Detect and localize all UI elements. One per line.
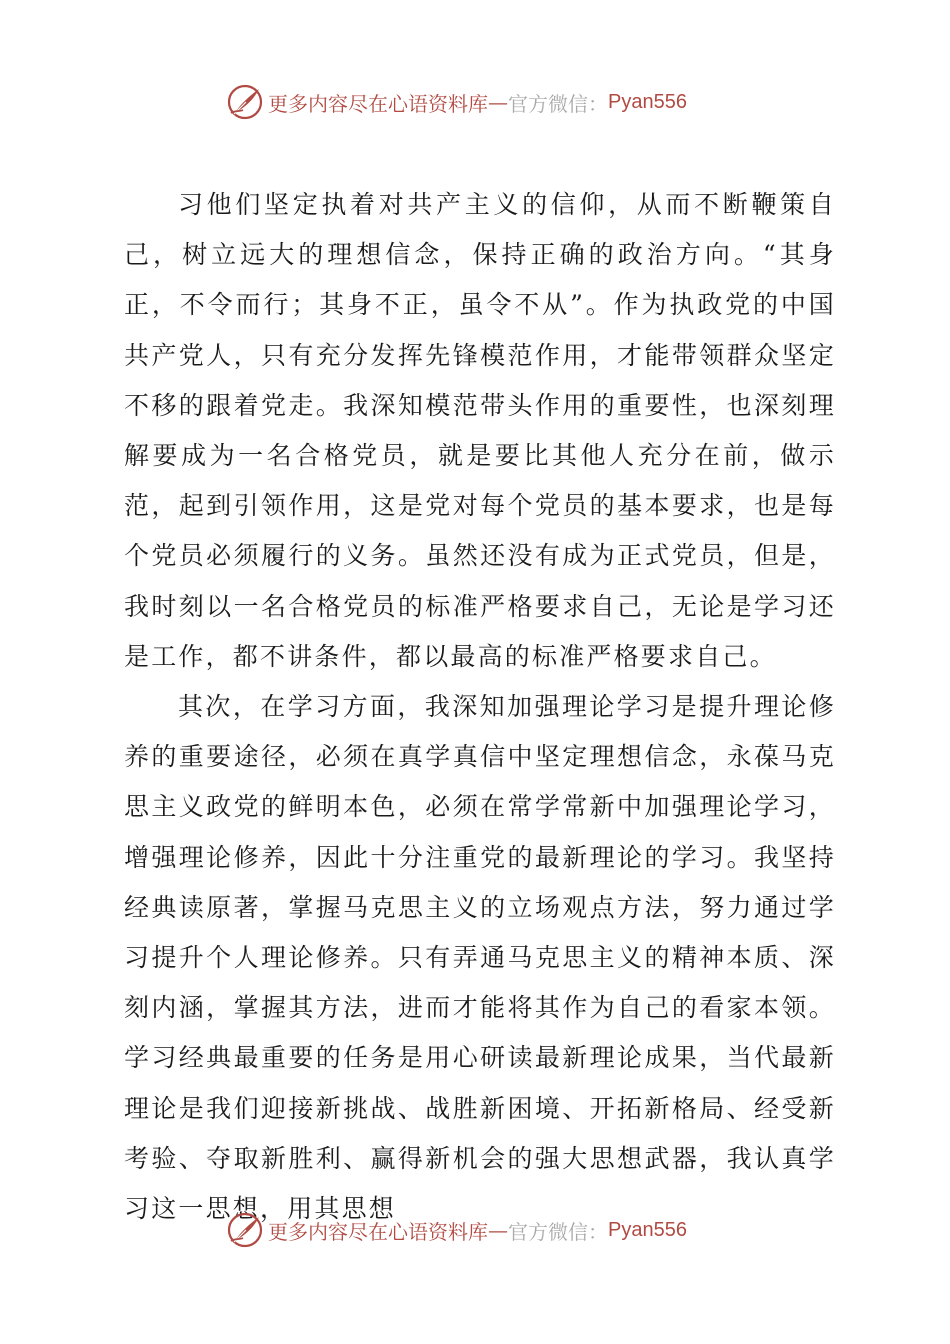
- quill-pen-logo-icon: [226, 1211, 264, 1249]
- banner-title: 更多内容尽在心语资料库: [268, 1219, 488, 1244]
- banner-wechat-id: Pyan556: [608, 1218, 687, 1241]
- footer-banner: [226, 1210, 687, 1250]
- paragraph-2: 其次，在学习方面，我深知加强理论学习是提升理论修养的重要途径，必须在真学真信中坚定理想信念，永葆马克思主义政党的鲜明本色，必须在常学常新中加强理论学习，增强理论修养，因此十分注重党的最新理论的学习。我坚持经典读原著，掌握马克思主义的立场观点方法，努力通过学习提升个人理论修养。只有弄通马克思主义的精神本质、深刻内涵，掌握其方法，进而才能将其作为自己的看家本领。学习经典最重要的任务是用心研读最新理论成果，当代最新理论是我们迎接新挑战、战胜新困境、开拓新格局、经受新考验、夺取新胜利、赢得新机会的强大思想武器，我认真学习这一思想，用其思想: [124, 692, 836, 1224]
- banner-wechat-id: Pyan556: [608, 90, 687, 113]
- document-body: [124, 180, 836, 1234]
- banner-title: 更多内容尽在心语资料库: [268, 91, 488, 116]
- banner-dash: —: [488, 90, 508, 114]
- banner-dash: —: [488, 1218, 508, 1242]
- quill-pen-logo-icon: [226, 83, 264, 121]
- banner-wechat-label: 官方微信：: [508, 1219, 608, 1244]
- paragraph-1: 习他们坚定执着对共产主义的信仰，从而不断鞭策自己，树立远大的理想信念，保持正确的政治方向。“其身正，不令而行；其身不正，虽令不从”。作为执政党的中国共产党人，只有充分发挥先锋模范作用，才能带领群众坚定不移的跟着党走。我深知模范带头作用的重要性，也深刻理解要成为一名合格党员，就是要比其他人充分在前，做示范，起到引领作用，这是党对每个党员的基本要求，也是每个党员必须履行的义务。虽然还没有成为正式党员，但是，我时刻以一名合格党员的标准严格要求自己，无论是学习还是工作，都不讲条件，都以最高的标准严格要求自己。: [124, 190, 836, 671]
- header-banner: [226, 82, 687, 122]
- banner-wechat-label: 官方微信：: [508, 91, 608, 116]
